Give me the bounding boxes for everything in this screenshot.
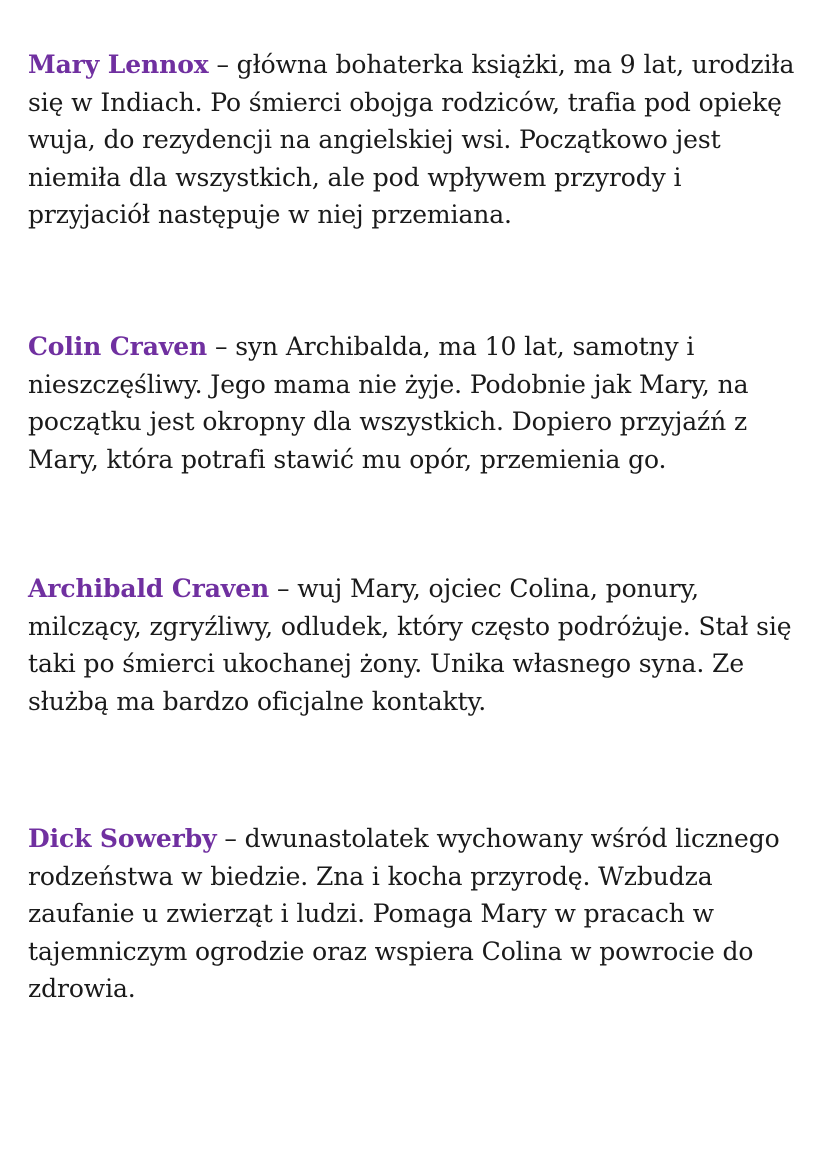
character-description: – wuj Mary, ojciec Colina, ponury, milczący, zgryźliwy, odludek, który często podróżuje. Stał się taki po śmierci ukochanej żony. Unika własnego syna. Ze służbą ma bardzo oficjalne kontakty. xyxy=(28,574,792,716)
character-name: Mary Lennox xyxy=(28,50,209,79)
character-name: Dick Sowerby xyxy=(28,824,217,853)
character-entry-colin-craven xyxy=(28,328,808,478)
character-name: Colin Craven xyxy=(28,332,208,361)
character-name: Archibald Craven xyxy=(28,574,270,603)
character-description: – główna bohaterka książki, ma 9 lat, urodziła się w Indiach. Po śmierci obojga rodziców, trafia pod opiekę wuja, do rezydencji na angielskiej wsi. Początkowo jest niemiła dla wszystkich, ale pod wpływem przyrody i przyjaciół następuje w niej przemiana. xyxy=(28,50,795,229)
document-page xyxy=(28,46,808,1003)
character-entry-archibald-craven xyxy=(28,570,808,720)
character-description: – syn Archibalda, ma 10 lat, samotny i nieszczęśliwy. Jego mama nie żyje. Podobnie jak Mary, na początku jest okropny dla wszystkich. Dopiero przyjaźń z Mary, która potrafi stawić mu opór, przemienia go. xyxy=(28,332,749,474)
character-description: – dwunastolatek wychowany wśród licznego rodzeństwa w biedzie. Zna i kocha przyrodę. Wzbudza zaufanie u zwierząt i ludzi. Pomaga Mary w pracach w tajemniczym ogrodzie oraz wspiera Colina w powrocie do zdrowia. xyxy=(28,824,780,1003)
character-entry-mary-lennox xyxy=(28,46,808,234)
character-entry-dick-sowerby xyxy=(28,820,808,1008)
